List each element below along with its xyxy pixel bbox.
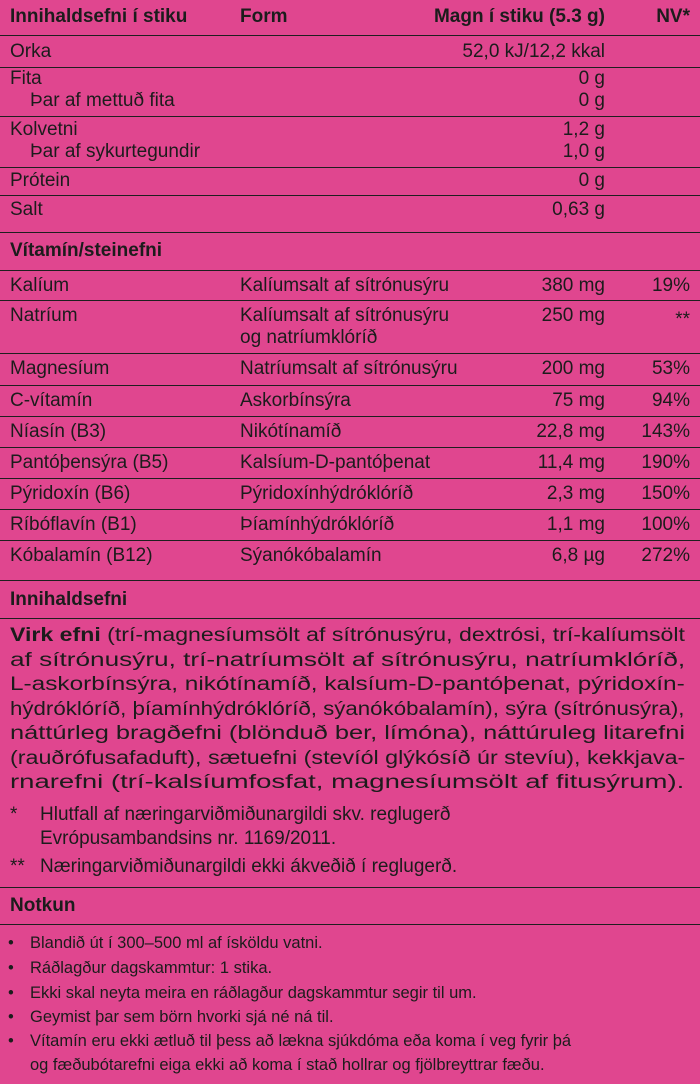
divider bbox=[0, 509, 700, 510]
divider bbox=[0, 353, 700, 354]
nutrition-value-salt: 0,63 g bbox=[552, 199, 605, 220]
vitamin-amount: 250 mg bbox=[541, 305, 605, 326]
usage-text: og fæðubótarefni eiga ekki að koma í stað hollrar og fjölbreyttrar fæðu. bbox=[30, 1056, 545, 1074]
vitamin-name: Kóbalamín (B12) bbox=[10, 545, 153, 566]
vitamin-form: Sýanókóbalamín bbox=[240, 545, 382, 566]
ingredients-title: Innihaldsefni bbox=[10, 589, 128, 610]
vitamin-name: Pantóþensýra (B5) bbox=[10, 452, 169, 473]
divider bbox=[0, 167, 700, 168]
vitamin-form: Kalíumsalt af sítrónusýru bbox=[240, 275, 450, 296]
vitamin-form: Þíamínhýdróklóríð bbox=[240, 514, 395, 535]
divider bbox=[0, 478, 700, 479]
vitamin-nv: 272% bbox=[641, 545, 690, 566]
vitamin-nv: 19% bbox=[651, 275, 690, 296]
nutrition-value-fat: 0 g bbox=[578, 68, 605, 89]
divider bbox=[0, 385, 700, 386]
nutrition-name-protein: Prótein bbox=[10, 170, 71, 191]
ingredients-line: rnarefni (trí-kalsíumfosfat, magnesíumsölt af fitusýrum). bbox=[10, 772, 685, 793]
ingredients-line: (trí-magnesíumsölt af sítrónusýru, dextrósi, trí-kalíumsölt bbox=[100, 625, 685, 646]
bullet-icon: • bbox=[8, 1008, 14, 1026]
footnote-line: Evrópusambandsins nr. 1169/2011. bbox=[40, 828, 337, 849]
bullet-icon: • bbox=[8, 1032, 14, 1050]
ingredients-text bbox=[10, 624, 690, 796]
header-form: Form bbox=[240, 6, 288, 27]
nutrition-value-sugars: 1,0 g bbox=[562, 141, 605, 162]
footnote-mark: * bbox=[10, 804, 18, 825]
usage-text: Ráðlagður dagskammtur: 1 stika. bbox=[30, 959, 273, 977]
vitamin-amount: 75 mg bbox=[552, 390, 605, 411]
nutrition-value-carbs: 1,2 g bbox=[562, 119, 605, 140]
footnote-line: Hlutfall af næringarviðmiðunargildi skv. reglugerð bbox=[40, 804, 451, 825]
vitamin-name: Níasín (B3) bbox=[10, 421, 107, 442]
vitamin-name: Pýridoxín (B6) bbox=[10, 483, 131, 504]
ingredients-line: (rauðrófusafaduft), sætuefni (stevíól glýkósíð úr stevíu), kekkjava- bbox=[10, 747, 686, 769]
divider bbox=[0, 300, 700, 301]
divider bbox=[0, 195, 700, 196]
vitamin-amount: 200 mg bbox=[541, 358, 605, 379]
vitamin-amount: 1,1 mg bbox=[546, 514, 605, 535]
vitamin-nv: 94% bbox=[651, 390, 690, 411]
nutrition-value-protein: 0 g bbox=[578, 170, 605, 191]
vitamin-name: C-vítamín bbox=[10, 390, 93, 411]
usage-text: Geymist þar sem börn hvorki sjá né ná til. bbox=[30, 1008, 334, 1026]
vitamin-name: Magnesíum bbox=[10, 358, 110, 379]
vitamin-amount: 11,4 mg bbox=[537, 452, 605, 473]
vitamin-form: Natríumsalt af sítrónusýru bbox=[240, 358, 458, 379]
header-amount: Magn í stiku (5.3 g) bbox=[433, 6, 605, 27]
divider bbox=[0, 924, 700, 925]
vitamin-name: Natríum bbox=[10, 305, 78, 326]
divider bbox=[0, 35, 700, 36]
vitamin-name: Ríbóflavín (B1) bbox=[10, 514, 137, 535]
header-ingredients: Innihaldsefni í stiku bbox=[10, 6, 188, 27]
vitamin-nv: 100% bbox=[641, 514, 690, 535]
footnote-line: Næringarviðmiðunargildi ekki ákveðið í reglugerð. bbox=[40, 856, 458, 877]
bullet-icon: • bbox=[8, 984, 14, 1002]
vitamin-amount: 22,8 mg bbox=[536, 421, 605, 442]
bullet-icon: • bbox=[8, 959, 14, 977]
vitamin-nv: ** bbox=[675, 309, 690, 330]
usage-text: Blandið út í 300–500 ml af ísköldu vatni. bbox=[30, 934, 323, 952]
vitamin-name: Kalíum bbox=[10, 275, 70, 296]
vitamin-form: Kalíumsalt af sítrónusýru bbox=[240, 305, 450, 326]
nutrition-name-fat: Fita bbox=[10, 68, 42, 89]
ingredients-bold: Virk efni bbox=[10, 625, 101, 646]
usage-text: Vítamín eru ekki ætluð til þess að lækna sjúkdóma eða koma í veg fyrir þá bbox=[30, 1032, 572, 1050]
divider bbox=[0, 447, 700, 448]
vitamin-amount: 380 mg bbox=[541, 275, 605, 296]
nutrition-name-energy: Orka bbox=[10, 41, 52, 62]
divider bbox=[0, 232, 700, 233]
vitamin-amount: 6,8 µg bbox=[551, 545, 605, 566]
vitamin-nv: 53% bbox=[651, 358, 690, 379]
divider bbox=[0, 416, 700, 417]
ingredients-line: af sítrónusýru, trí-natríumsölt af sítrónusýru, natríumklóríð, bbox=[10, 649, 686, 671]
ingredients-line: L-askorbínsýra, nikótínamíð, kalsíum-D-pantóþenat, pýridoxín- bbox=[10, 674, 685, 695]
divider bbox=[0, 540, 700, 541]
divider bbox=[0, 116, 700, 117]
vitamin-form: Pýridoxínhýdróklóríð bbox=[240, 483, 414, 504]
bullet-icon: • bbox=[8, 934, 14, 952]
vitamin-amount: 2,3 mg bbox=[546, 483, 605, 504]
divider bbox=[0, 580, 700, 581]
usage-title: Notkun bbox=[10, 895, 76, 916]
vitamin-form: Askorbínsýra bbox=[240, 390, 351, 411]
vitamin-nv: 190% bbox=[641, 452, 690, 473]
vitamin-form: Kalsíum-D-pantóþenat bbox=[240, 452, 431, 473]
vitamin-form-line2: og natríumklóríð bbox=[240, 327, 378, 348]
nutrition-value-energy: 52,0 kJ/12,2 kkal bbox=[462, 41, 605, 62]
divider bbox=[0, 887, 700, 888]
usage-text: Ekki skal neyta meira en ráðlagður dagskammtur segir til um. bbox=[30, 984, 477, 1002]
nutrition-name-salt: Salt bbox=[10, 199, 43, 220]
nutrition-name-saturated: Þar af mettuð fita bbox=[30, 90, 175, 111]
ingredients-line: náttúrleg bragðefni (blönduð ber, límóna), náttúruleg litarefni bbox=[10, 723, 686, 744]
ingredients-line: hýdróklóríð, þíamínhýdróklóríð, sýanókóbalamín), sýra (sítrónusýra), bbox=[10, 698, 685, 720]
vitamins-title: Vítamín/steinefni bbox=[10, 240, 163, 261]
nutrition-name-sugars: Þar af sykurtegundir bbox=[30, 141, 201, 162]
nutrition-name-carbs: Kolvetni bbox=[10, 119, 78, 140]
nutrition-value-saturated: 0 g bbox=[578, 90, 605, 111]
vitamin-nv: 143% bbox=[641, 421, 690, 442]
footnote-mark: ** bbox=[10, 856, 25, 877]
vitamin-form: Nikótínamíð bbox=[240, 421, 342, 442]
divider bbox=[0, 618, 700, 619]
header-nv: NV* bbox=[656, 6, 690, 27]
vitamin-nv: 150% bbox=[641, 483, 690, 504]
divider bbox=[0, 270, 700, 271]
